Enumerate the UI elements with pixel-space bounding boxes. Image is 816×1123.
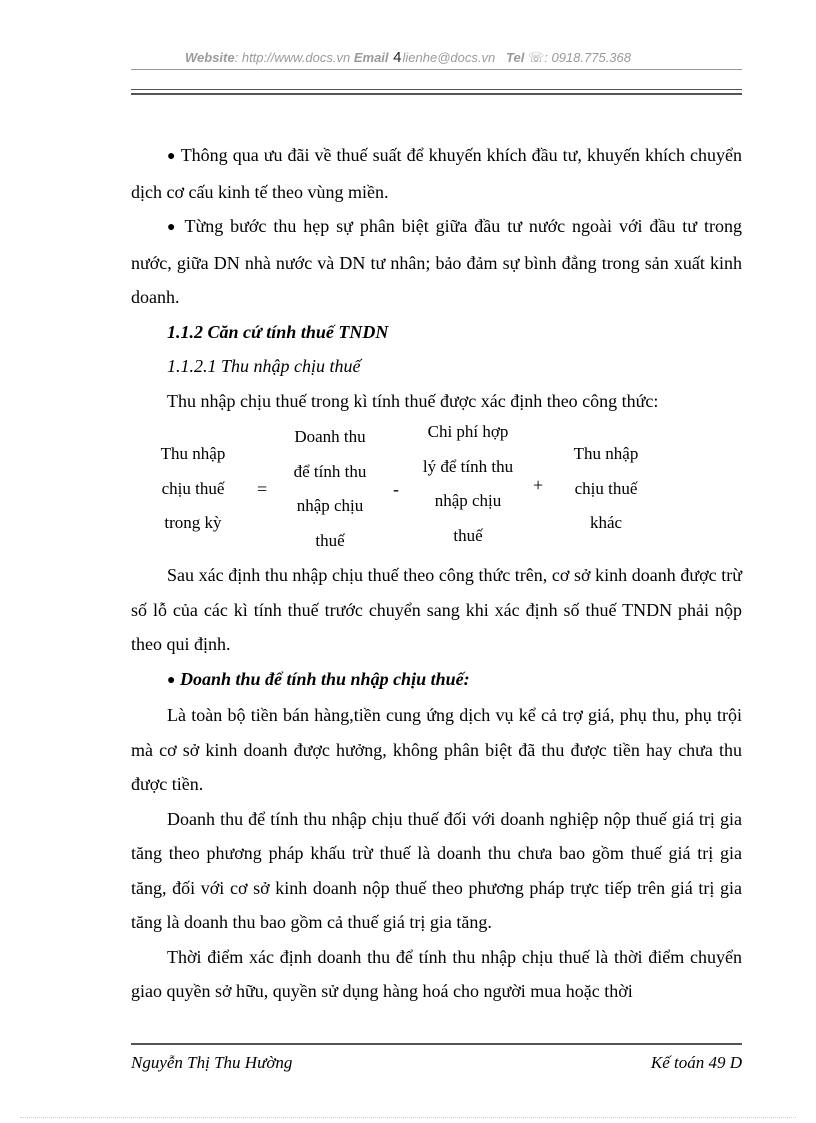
header-rule-thin (131, 69, 742, 70)
bullet-icon: ● (167, 149, 176, 164)
paragraph-revenue-vat: Doanh thu để tính thu nhập chịu thuế đối với doanh nghiệp nộp thuế giá trị gia tăng theo phương pháp khấu trừ thuế là doanh thu chưa bao gồm thuế giá trị gia tăng, đối với cơ sở kinh doanh nộp thuế theo phương pháp trực tiếp trên giá trị gia tăng là doanh thu bao gồm cả thuế giá trị gia tăng. (131, 808, 742, 932)
bullet-icon: ● (167, 672, 176, 688)
footer-author: Nguyễn Thị Thu Hường (131, 1053, 293, 1072)
tel-value: : 0918.775.368 (544, 50, 631, 65)
paragraph-revenue-definition: Là toàn bộ tiền bán hàng,tiền cung ứng dịch vụ kể cả trợ giá, phụ thu, phụ trội mà cơ sở kinh doanh được hưởng, không phân biệt đã thu được tiền hay chưa thu được tiền. (131, 705, 742, 794)
paragraph-equality: ● Từng bước thu hẹp sự phân biệt giữa đầu tư nước ngoài với đầu tư trong nước, giữa DN nhà nước và DN tư nhân; bảo đảm sự bình đẳng trong sản xuất kinh doanh. (131, 216, 742, 307)
phone-icon: ☏ (527, 50, 545, 65)
section-heading-1-1-2: 1.1.2 Căn cứ tính thuế TNDN (167, 321, 389, 342)
tel-label: Tel (506, 50, 525, 65)
footer-class: Kế toán 49 D (650, 1053, 742, 1072)
document-body (131, 138, 742, 1009)
formula-term-expenses: Chi phí hợp lý để tính thu nhập chịu thuế (422, 422, 514, 545)
paragraph-loss-carryforward: Sau xác định thu nhập chịu thuế theo công thức trên, cơ sở kinh doanh được trừ số lỗ của các kì tính thuế trước chuyển sang khi xác định số thuế TNDN phải nộp theo qui định. (131, 565, 742, 654)
formula-intro: Thu nhập chịu thuế trong kì tính thuế được xác định theo công thức: (167, 390, 659, 411)
paragraph-revenue-timing: Thời điểm xác định doanh thu để tính thu nhập chịu thuế là thời điểm chuyển giao quyền sở hữu, quyền sử dụng hàng hoá cho người mua hoặc thời (131, 946, 742, 1001)
email-value: lienhe@docs.vn (402, 50, 496, 65)
footer-rule (131, 1043, 742, 1045)
header-rule-double (131, 89, 742, 95)
formula-plus: + (533, 475, 544, 495)
page-bottom-divider (20, 1117, 796, 1118)
website-value: : http://www.docs.vn (234, 50, 351, 65)
heading-revenue: ● Doanh thu để tính thu nhập chịu thuế: (167, 668, 470, 689)
website-label: Website (185, 50, 235, 65)
section-heading-1-1-2-1: 1.1.2.1 Thu nhập chịu thuế (167, 356, 361, 376)
formula-term-revenue: Doanh thu để tính thu nhập chịu thuế (293, 427, 367, 550)
formula-term-taxable-income: Thu nhập chịu thuế trong kỳ (160, 444, 226, 532)
email-label: Email (353, 50, 389, 65)
formula-term-other-income: Thu nhập chịu thuế khác (573, 444, 639, 532)
page-number: 4 (393, 49, 402, 66)
formula-minus: - (393, 479, 399, 499)
formula-equals: = (257, 479, 268, 499)
paragraph-tax-incentive: ● Thông qua ưu đãi về thuế suất để khuyến khích đầu tư, khuyến khích chuyển dịch cơ cấu kinh tế theo vùng miền. (131, 145, 742, 202)
taxable-income-formula (131, 420, 742, 556)
page-header (0, 50, 816, 66)
bullet-icon: ● (167, 220, 178, 235)
